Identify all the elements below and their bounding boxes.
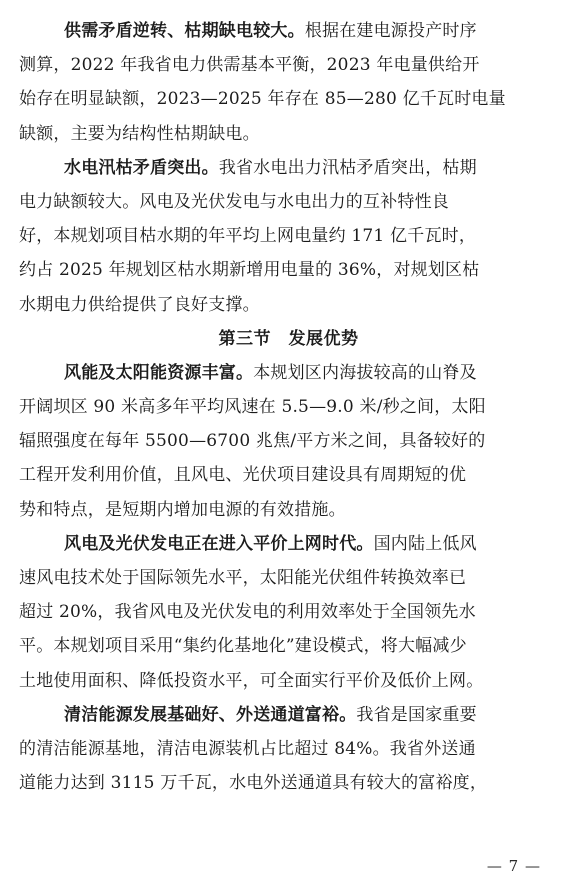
paragraph-text: 本规划区内海拔较高的山脊及 [253, 362, 477, 383]
paragraph-first-line [64, 698, 553, 732]
paragraph-line: 平。本规划项目采用“集约化基地化”建设模式，将大幅减少 [19, 636, 467, 657]
paragraph-line: 的清洁能源基地，清洁电源装机占比超过 84%。我省外送通 [19, 738, 476, 759]
paragraph-line: 电力缺额较大。风电及光伏发电与水电出力的互补特性良 [19, 191, 449, 212]
paragraph-first-line [64, 356, 553, 390]
paragraph-title: 风能及太阳能资源丰富。 [64, 362, 254, 383]
paragraph-line: 工程开发利用价值，且风电、光伏项目建设具有周期短的优 [19, 465, 467, 486]
paragraph-title: 风电及光伏发电正在进入平价上网时代。 [64, 533, 374, 554]
paragraph-title: 水电汛枯矛盾突出。 [64, 157, 219, 178]
paragraph-text: 我省水电出力汛枯矛盾突出，枯期 [218, 157, 477, 178]
paragraph-line: 约占 2025 年规划区枯水期新增用电量的 36%，对规划区枯 [19, 260, 480, 281]
paragraph-first-line [64, 151, 553, 185]
paragraph-title: 供需矛盾逆转、枯期缺电较大。 [64, 21, 305, 41]
section-heading: 第三节 发展优势 [218, 328, 359, 349]
paragraph-line: 超过 20%，我省风电及光伏发电的利用效率处于全国领先水 [19, 602, 476, 623]
paragraph-line: 测算，2022 年我省电力供需基本平衡，2023 年电量供给开 [19, 55, 480, 76]
paragraph-text: 国内陆上低风 [373, 533, 477, 554]
paragraph-title: 清洁能源发展基础好、外送通道富裕。 [64, 704, 357, 725]
paragraph-first-line [64, 14, 553, 48]
paragraph-line: 缺额，主要为结构性枯期缺电。 [19, 123, 260, 144]
paragraph-line: 道能力达到 3115 万千瓦，水电外送通道具有较大的富裕度， [19, 773, 488, 794]
paragraph-line: 水期电力供给提供了良好支撑。 [19, 294, 260, 315]
paragraph-line: 好，本规划项目枯水期的年平均上网电量约 171 亿千瓦时， [19, 226, 477, 247]
paragraph-text: 根据在建电源投产时序 [304, 21, 477, 41]
paragraph-line: 辐照强度在每年 5500—6700 兆焦/平方米之间，具备较好的 [19, 431, 486, 452]
paragraph-text: 我省是国家重要 [356, 704, 477, 725]
paragraph-line: 势和特点，是短期内增加电源的有效措施。 [19, 499, 346, 520]
paragraph-line: 始存在明显缺额，2023—2025 年存在 85—280 亿千瓦时电量 [19, 89, 506, 110]
paragraph-line: 速风电技术处于国际领先水平，太阳能光伏组件转换效率已 [19, 568, 467, 588]
paragraph-line: 土地使用面积、降低投资水平，可全面实行平价及低价上网。 [19, 670, 484, 691]
paragraph-line: 开阔坝区 90 米高多年平均风速在 5.5—9.0 米/秒之间，太阳 [19, 397, 486, 418]
page-number: — 7 — [486, 857, 541, 875]
paragraph-first-line [64, 527, 553, 561]
